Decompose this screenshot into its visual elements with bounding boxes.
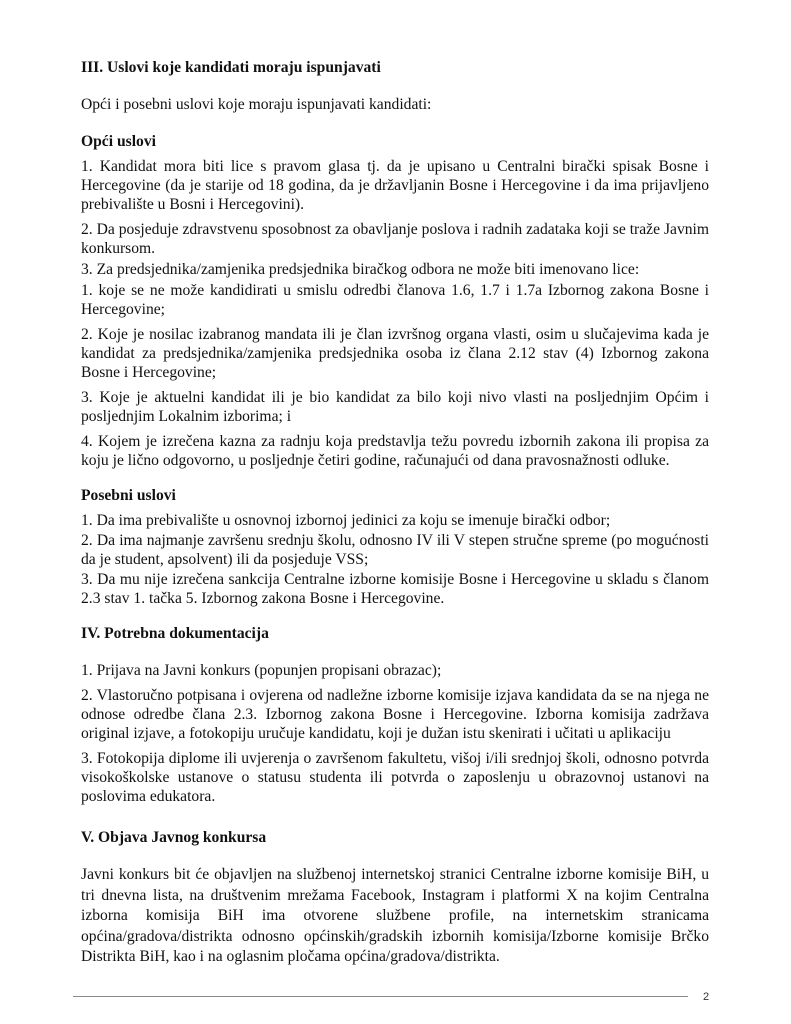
subcondition-2: 2. Koje je nosilac izabranog mandata ili je član izvršnog organa vlasti, osim u slučajevima kada je kandidat za predsjednika/zamjenika predsjednika osoba iz člana 2.12 stav (4) Izbornog zakona Bosne i Hercegovine; [81,326,709,381]
special-condition-3: 3. Da mu nije izrečena sankcija Centralne izborne komisije Bosne i Hercegovine u skladu s članom 2.3 stav 1. tačka 5. Izbornog zakona Bosne i Hercegovine. [81,571,709,607]
general-conditions-heading: Opći uslovi [81,133,156,150]
general-condition-1: 1. Kandidat mora biti lice s pravom glasa tj. da je upisano u Centralni birački spisak Bosne i Hercegovine (da je starije od 18 godina, da je državljanin Bosne i Hercegovine i da ima prijavljeno prebivalište u Bosni i Hercegovini). [81,158,709,213]
subcondition-4: 4. Kojem je izrečena kazna za radnju koja predstavlja težu povredu izbornih zakona ili propisa za koju je lično odgovorno, u posljednje četiri godine, računajući od dana pravosnažnosti odluke. [81,433,709,469]
section-3-heading: III. Uslovi koje kandidati moraju ispunjavati [81,59,381,76]
subcondition-3: 3. Koje je aktuelni kandidat ili je bio kandidat za bilo koji nivo vlasti na posljednjim Općim i posljednjim Lokalnim izborima; i [81,389,709,425]
section-5-body: Javni konkurs bit će objavljen na službenoj internetskoj stranici Centralne izborne komisije BiH, u tri dnevna lista, na društvenim mrežama Facebook, Instagram i platformi X na kojim Centralna izborna komisija BiH ima otvorene službene profile, na internetskim stranicama općina/gradova/distrikta odnosno općinskih/gradskih izbornih komisija/Izborne komisije Brčko Distrikta BiH, kao i na oglasnim pločama općina/gradova/distrikta. [81,866,709,965]
document-page [81,58,709,968]
documentation-item-2: 2. Vlastoručno potpisana i ovjerena od nadležne izborne komisije izjava kandidata da se na njega ne odnose odredbe člana 2.3. Izbornog zakona Bosne i Hercegovine. Izborna komisija zadržava original izjave, a fotokopiju uručuje kandidatu, koji je dužan istu skenirati i učitati u aplikaciju [81,687,709,742]
section-4-heading: IV. Potrebna dokumentacija [81,625,269,642]
section-5-heading: V. Objava Javnog konkursa [81,829,267,846]
documentation-item-3: 3. Fotokopija diplome ili uvjerenja o završenom fakultetu, višoj i/ili srednjoj školi, odnosno potvrda visokoškolske ustanove o statusu studenta ili potvrda o zaposlenju u obrazovnoj ustanovi na poslovima edukatora. [81,750,709,805]
documentation-item-1: 1. Prijava na Javni konkurs (popunjen propisani obrazac); [81,662,442,679]
special-conditions-heading: Posebni uslovi [81,487,176,504]
footer-divider [73,996,688,997]
section-3-intro: Opći i posebni uslovi koje moraju ispunjavati kandidati: [81,96,432,113]
subcondition-1: 1. koje se ne može kandidirati u smislu odredbi članova 1.6, 1.7 i 1.7a Izbornog zakona Bosne i Hercegovine; [81,282,709,318]
special-condition-2: 2. Da ima najmanje završenu srednju školu, odnosno IV ili V stepen stručne spreme (po mogućnosti da je student, apsolvent) ili da posjeduje VSS; [81,532,709,568]
general-condition-2: 2. Da posjeduje zdravstvenu sposobnost za obavljanje poslova i radnih zadataka koji se traže Javnim konkursom. [81,221,709,257]
page-number: 2 [703,991,710,1003]
special-condition-1: 1. Da ima prebivalište u osnovnoj izbornoj jedinici za koju se imenuje birački odbor; [81,512,611,529]
general-condition-3: 3. Za predsjednika/zamjenika predsjednika biračkog odbora ne može biti imenovano lice: [81,261,640,278]
